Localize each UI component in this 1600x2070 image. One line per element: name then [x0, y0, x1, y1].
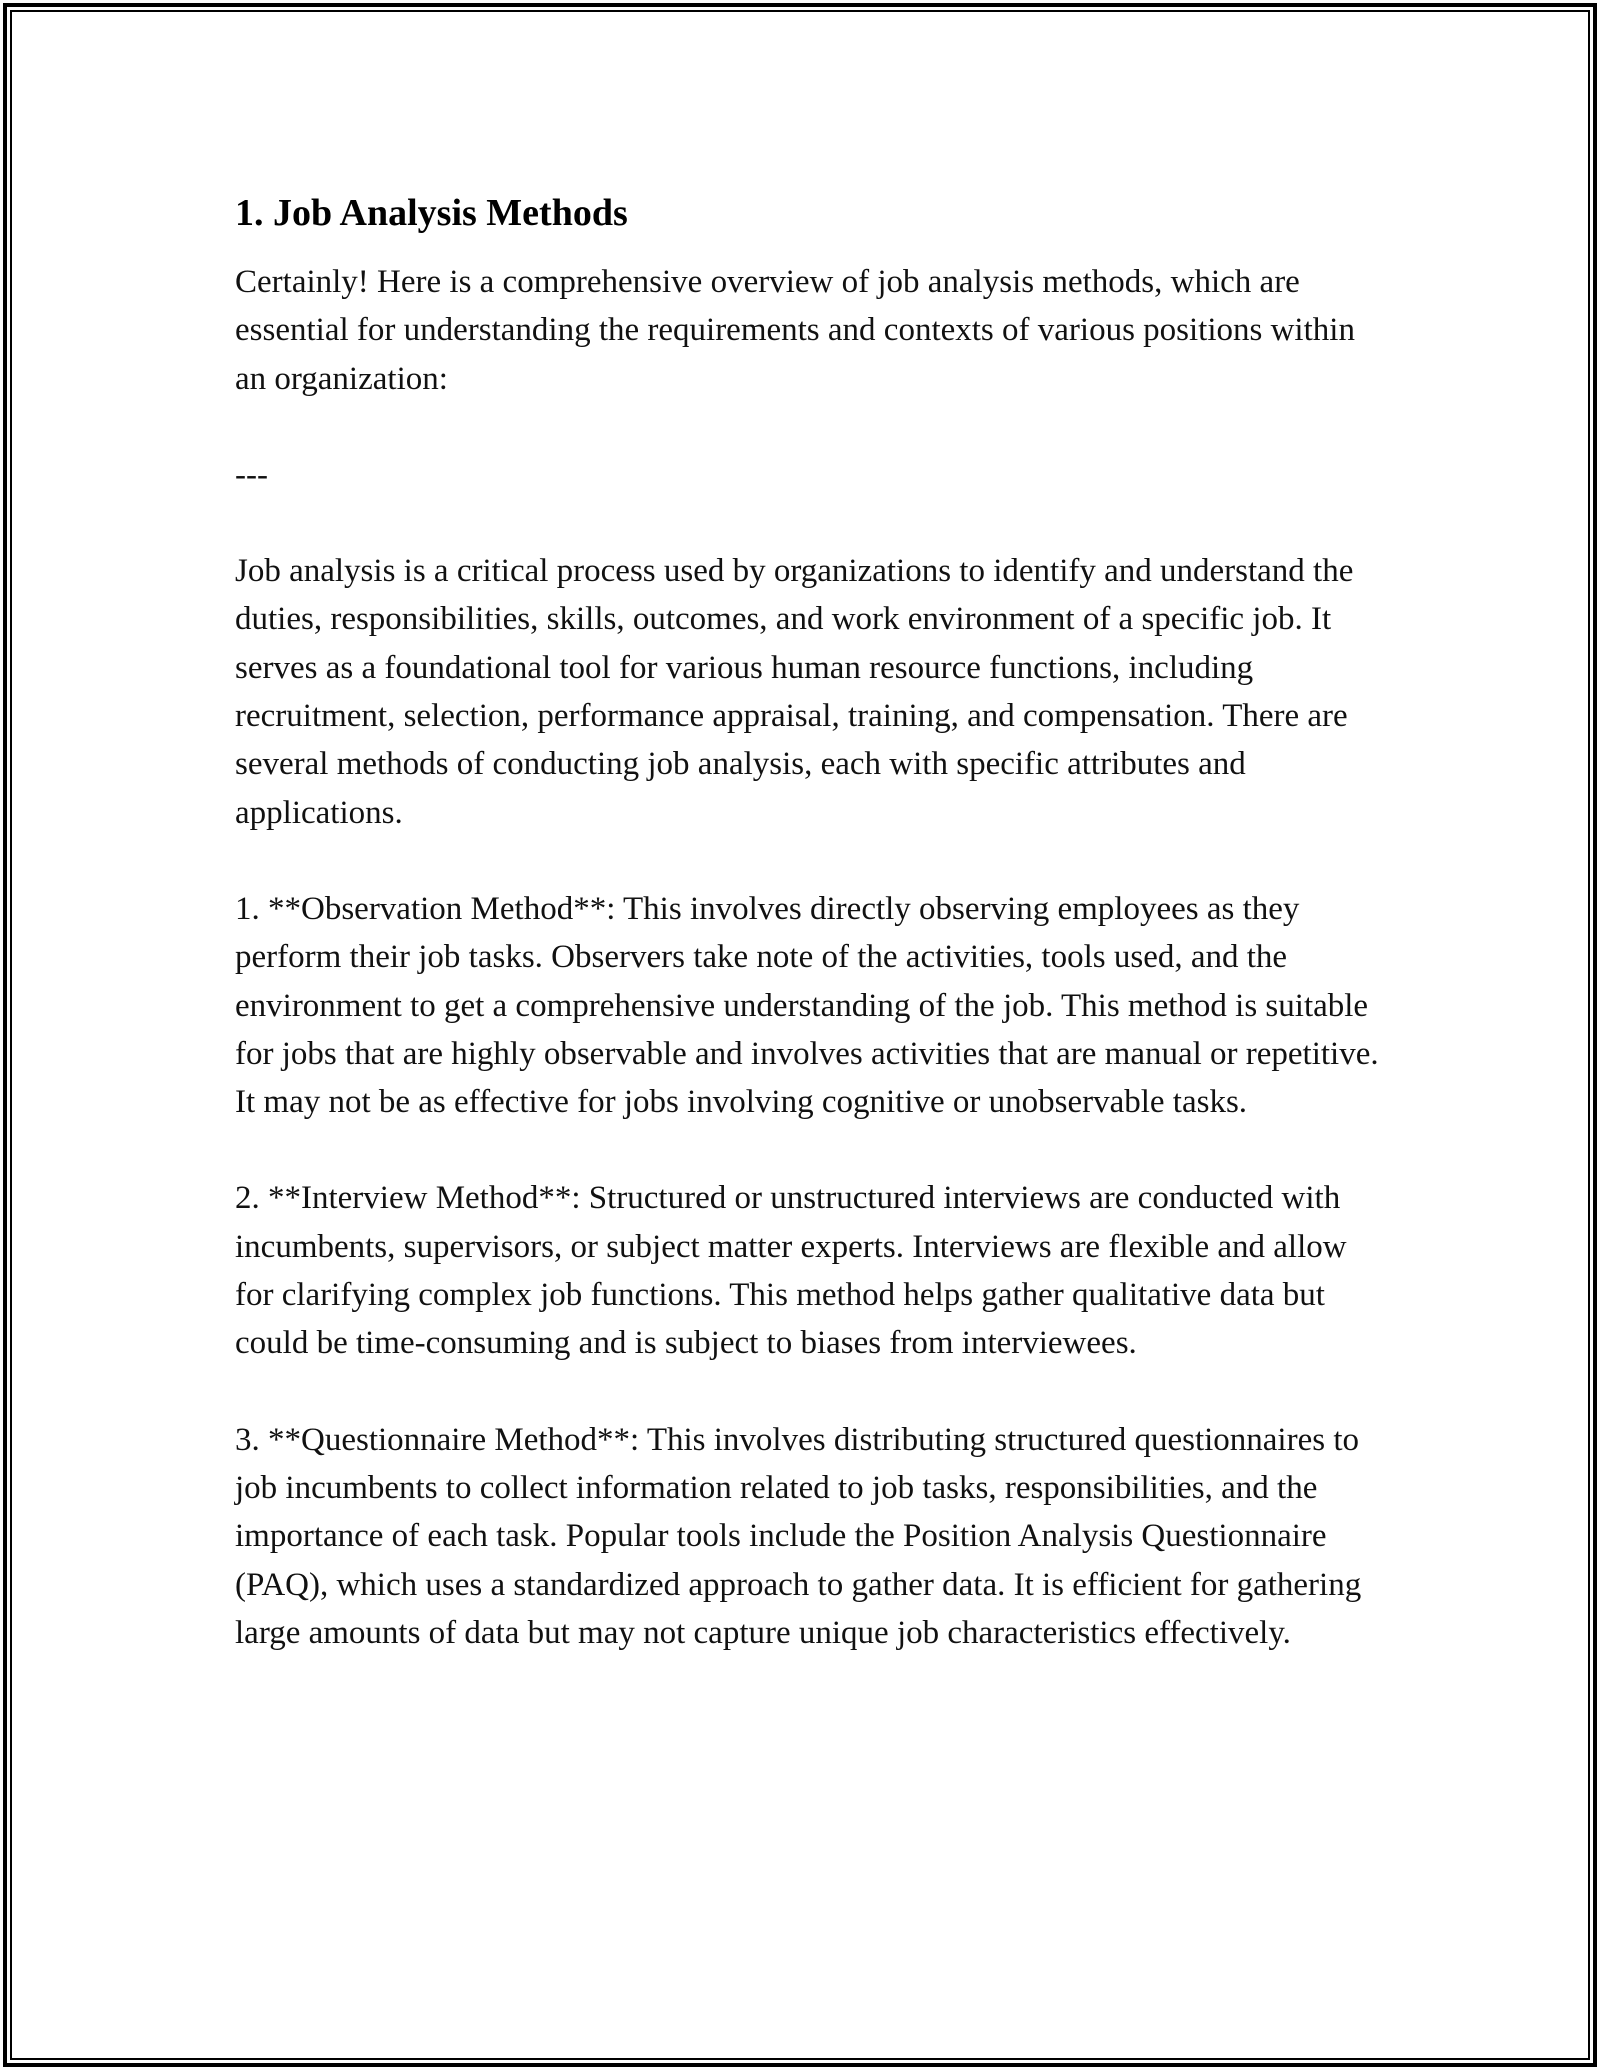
document-body [235, 186, 1380, 1705]
paragraph-interview-method: 2. **Interview Method**: Structured or unstructured interviews are conducted with incumbents, supervisors, or subject matter experts. Interviews are flexible and allow for clarifying complex job functions. This method helps gather qualitative data but could be time-consuming and is subject to biases from interviewees. [235, 1180, 1347, 1362]
paragraph-overview: Job analysis is a critical process used by organizations to identify and understand the duties, responsibilities, skills, outcomes, and work environment of a specific job. It serves as a foundational tool for various human resource functions, including recruitment, selection, performance appraisal, training, and compensation. There are several methods of conducting job analysis, each with specific attributes and applications. [235, 553, 1354, 831]
separator-line: --- [235, 456, 268, 493]
document-heading: 1. Job Analysis Methods [235, 192, 628, 234]
paragraph-observation-method: 1. **Observation Method**: This involves directly observing employees as they perform their job tasks. Observers take note of the activities, tools used, and the environment to get a comprehensive understanding of the job. This method is suitable for jobs that are highly observable and involves activities that are manual or repetitive. It may not be as effective for jobs involving cognitive or unobservable tasks. [235, 890, 1379, 1121]
paragraph-questionnaire-method: 3. **Questionnaire Method**: This involves distributing structured questionnaires to job incumbents to collect information related to job tasks, responsibilities, and the importance of each task. Popular tools include the Position Analysis Questionnaire (PAQ), which uses a standardized approach to gather data. It is efficient for gathering large amounts of data but may not capture unique job characteristics effectively. [235, 1421, 1362, 1651]
intro-paragraph: Certainly! Here is a comprehensive overview of job analysis methods, which are essential for understanding the requirements and contexts of various positions within an organization: [235, 264, 1355, 397]
